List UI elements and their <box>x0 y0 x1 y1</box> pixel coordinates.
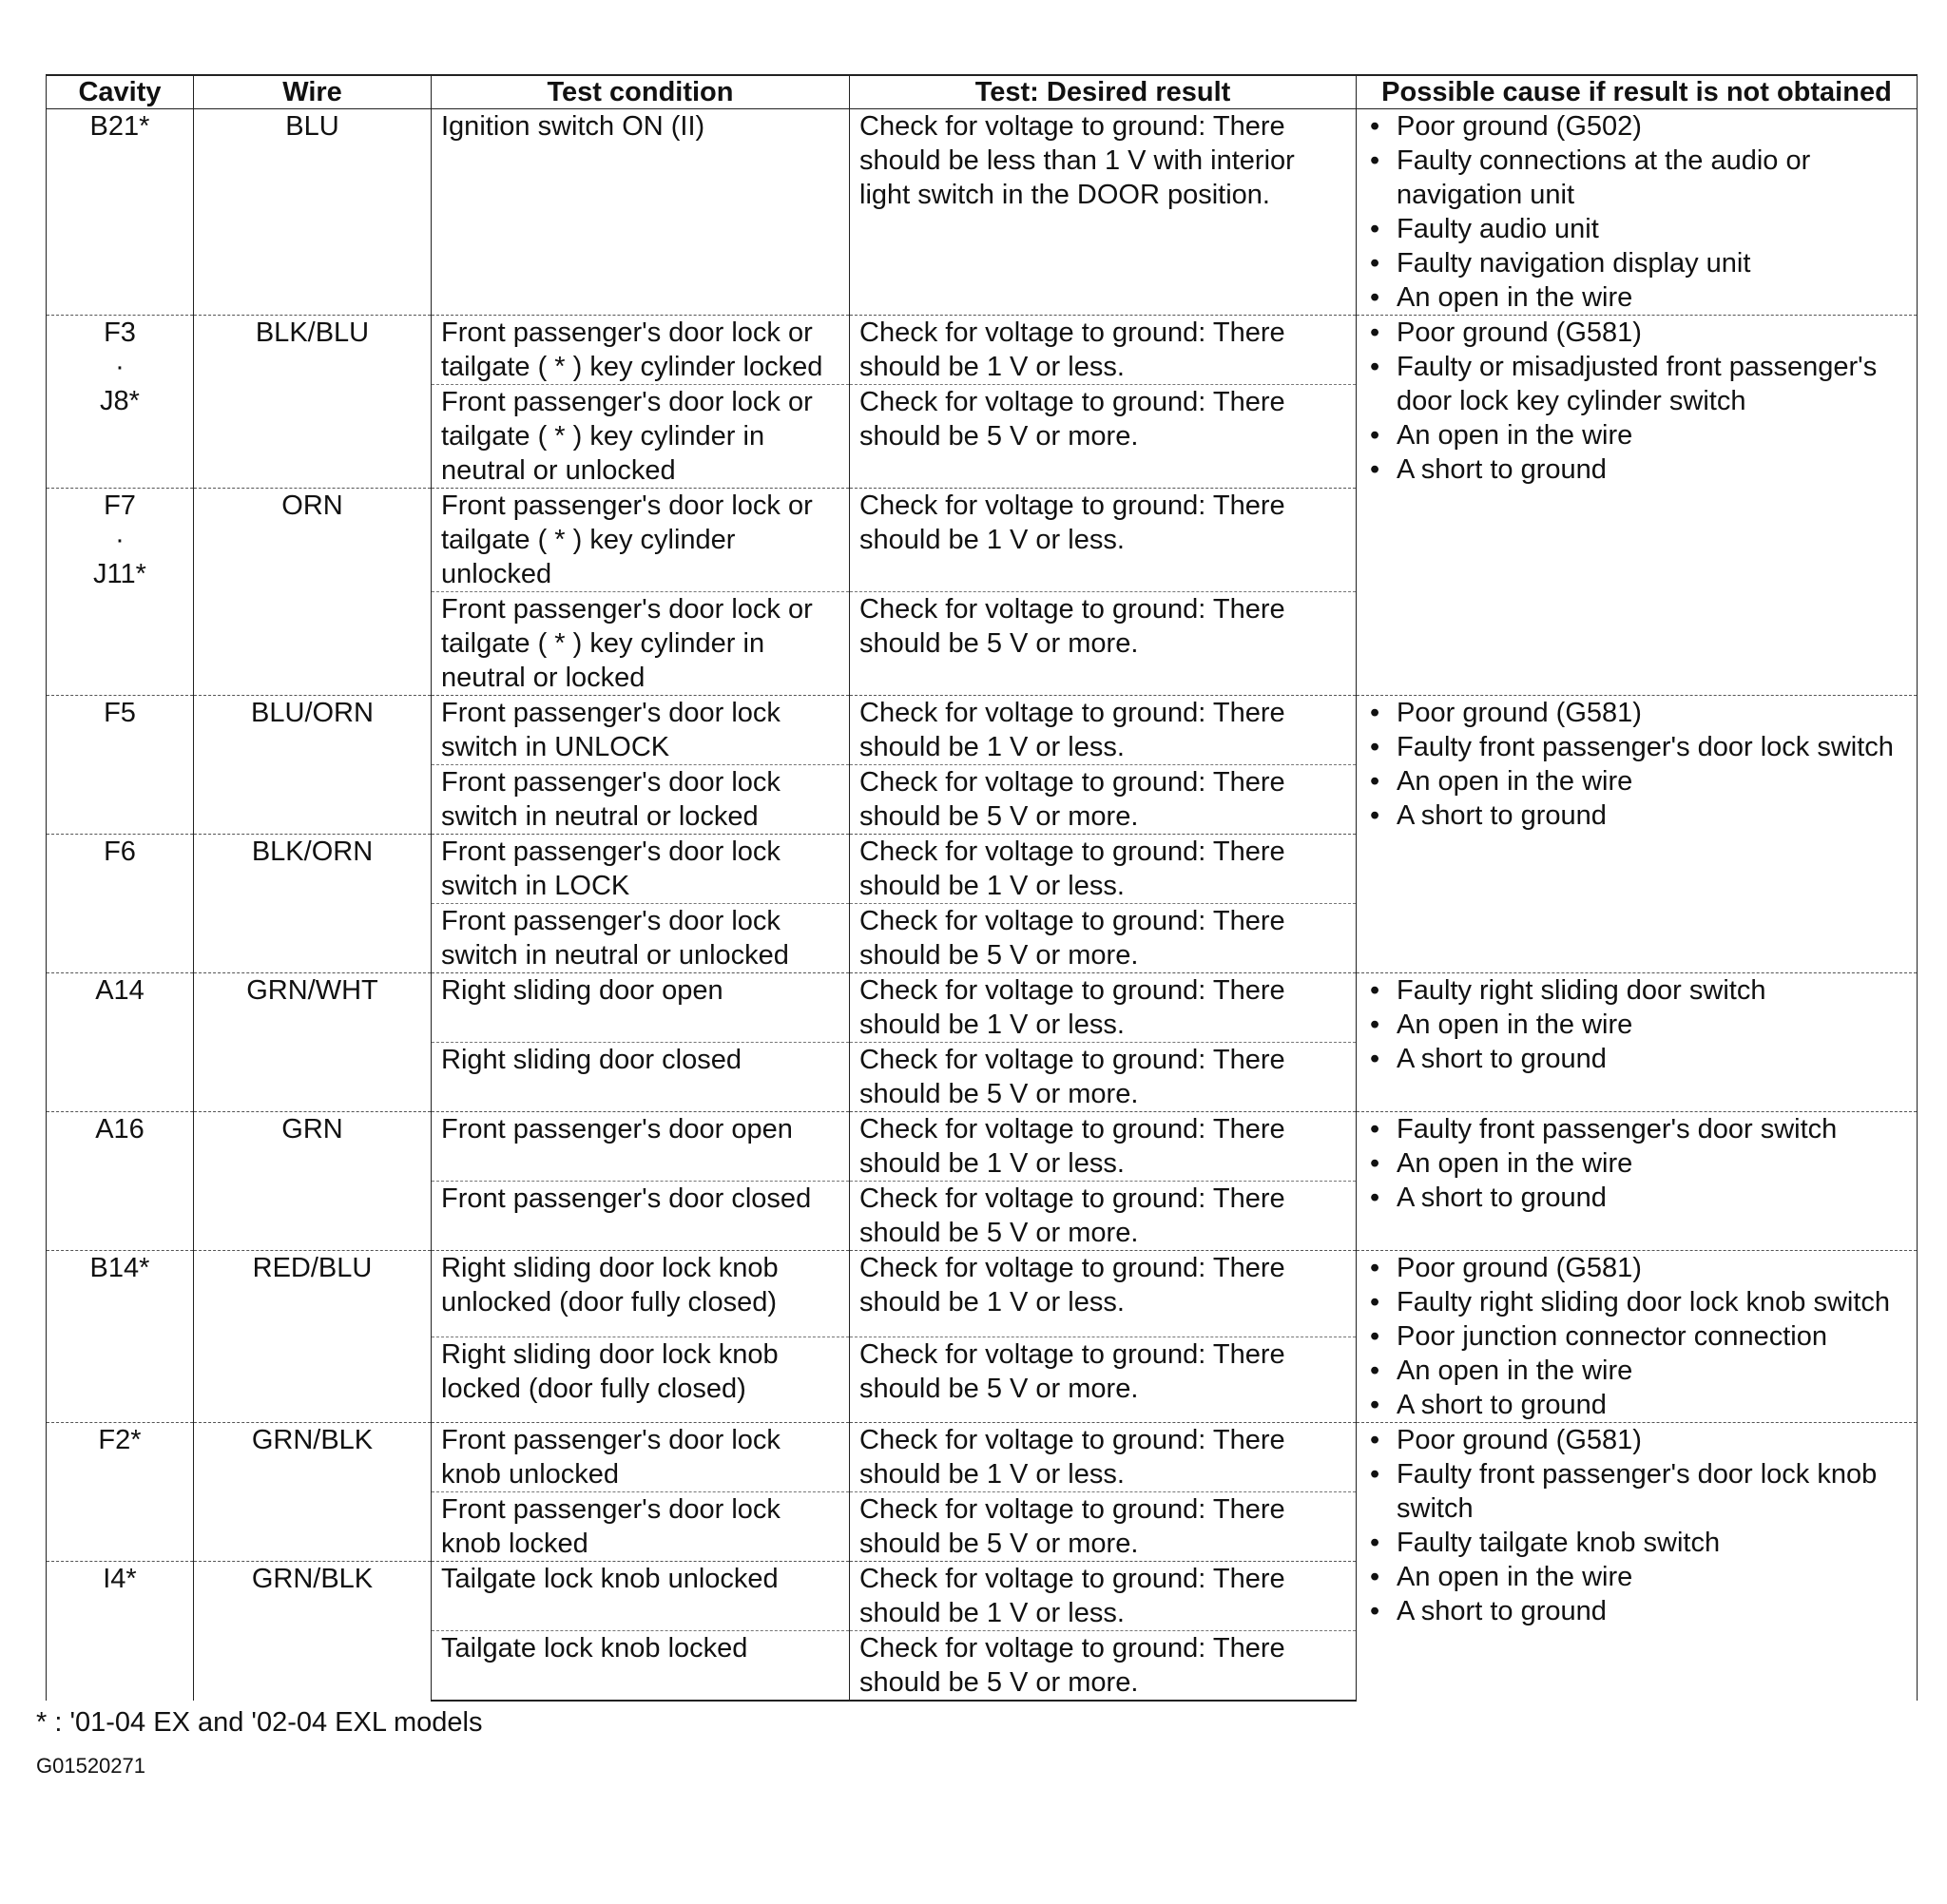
desired-result-cell: Check for voltage to ground: There should be 1 V or less. <box>850 696 1357 765</box>
test-condition-cell: Right sliding door lock knob locked (door fully closed) <box>432 1337 850 1423</box>
footnote: * : '01-04 EX and '02-04 EXL models <box>36 1707 483 1738</box>
wire-color: GRN <box>281 1114 343 1144</box>
cavity-label: F5 <box>104 698 136 728</box>
desired-result-cell: Check for voltage to ground: There should be 5 V or more. <box>850 385 1357 489</box>
test-condition-cell: Front passenger's door lock switch in LOCK <box>432 835 850 904</box>
cavity-label: B21* <box>89 111 150 142</box>
test-condition-cell: Tailgate lock knob locked <box>432 1631 850 1702</box>
cause-item: • Faulty audio unit <box>1366 212 1907 246</box>
cause-item: • Poor ground (G581) <box>1366 1251 1907 1285</box>
cause-item: • An open in the wire <box>1366 1146 1907 1181</box>
cavity-label: · <box>115 352 125 382</box>
test-condition-cell: Front passenger's door lock knob locked <box>432 1492 850 1562</box>
cause-item: • Faulty connections at the audio or navigation unit <box>1366 144 1907 212</box>
test-condition-cell: Front passenger's door lock or tailgate ( * ) key cylinder in neutral or locked <box>432 592 850 696</box>
cause-item: • A short to ground <box>1366 1594 1907 1628</box>
cavity-label: F7 <box>104 490 136 521</box>
cause-item: • An open in the wire <box>1366 1560 1907 1594</box>
cause-item: • Poor ground (G581) <box>1366 316 1907 350</box>
cavity-cell <box>47 1562 194 1702</box>
cause-item: • A short to ground <box>1366 1042 1907 1076</box>
cause-item: • Faulty right sliding door lock knob switch <box>1366 1285 1907 1319</box>
test-condition-cell: Front passenger's door lock knob unlocked <box>432 1423 850 1492</box>
wire-cell <box>194 1251 432 1423</box>
cause-item: • A short to ground <box>1366 452 1907 487</box>
possible-cause-cell <box>1357 109 1918 316</box>
test-condition-cell: Front passenger's door lock or tailgate ( * ) key cylinder in neutral or unlocked <box>432 385 850 489</box>
wire-color: BLK/ORN <box>251 837 374 867</box>
wire-cell <box>194 696 432 835</box>
cause-item: • Faulty or misadjusted front passenger's door lock key cylinder switch <box>1366 350 1907 418</box>
cause-list <box>1366 316 1907 487</box>
cause-item: • Faulty front passenger's door lock knob switch <box>1366 1457 1907 1526</box>
wire-color: RED/BLU <box>252 1253 373 1283</box>
test-condition-cell: Front passenger's door lock switch in neutral or unlocked <box>432 904 850 973</box>
cause-item: • An open in the wire <box>1366 764 1907 798</box>
table-body <box>47 109 1918 1702</box>
cavity-label: · <box>115 525 125 555</box>
cavity-label: I4* <box>103 1564 137 1594</box>
wire-color: GRN/WHT <box>246 975 378 1006</box>
desired-result-cell: Check for voltage to ground: There should be 5 V or more. <box>850 1337 1357 1423</box>
desired-result-cell: Check for voltage to ground: There should be 5 V or more. <box>850 1631 1357 1702</box>
test-condition-cell: Right sliding door closed <box>432 1043 850 1112</box>
possible-cause-cell <box>1357 1423 1918 1702</box>
cavity-label: A16 <box>95 1114 145 1144</box>
cause-item: • Faulty front passenger's door lock switch <box>1366 730 1907 764</box>
wire-cell <box>194 1423 432 1562</box>
cavity-label: J11* <box>93 559 146 589</box>
connector-test-table <box>46 74 1918 1702</box>
cavity-cell <box>47 1251 194 1423</box>
desired-result-cell: Check for voltage to ground: There should be 1 V or less. <box>850 1112 1357 1182</box>
cavity-cell <box>47 316 194 489</box>
cause-list <box>1366 109 1907 315</box>
cause-item: • An open in the wire <box>1366 418 1907 452</box>
desired-result-cell: Check for voltage to ground: There should be 5 V or more. <box>850 592 1357 696</box>
cause-item: • Faulty right sliding door switch <box>1366 973 1907 1008</box>
cavity-cell <box>47 1112 194 1251</box>
desired-result-cell: Check for voltage to ground: There should be 1 V or less. <box>850 489 1357 592</box>
cavity-label: B14* <box>89 1253 150 1283</box>
wire-color: GRN/BLK <box>251 1564 374 1594</box>
cause-list <box>1366 696 1907 833</box>
test-condition-cell: Front passenger's door closed <box>432 1182 850 1251</box>
possible-cause-cell <box>1357 1112 1918 1251</box>
wire-cell <box>194 973 432 1112</box>
wire-cell <box>194 1112 432 1251</box>
cavity-label: A14 <box>95 975 145 1006</box>
desired-result-cell: Check for voltage to ground: There should be 5 V or more. <box>850 765 1357 835</box>
cavity-label: F2* <box>98 1425 142 1455</box>
wire-color: ORN <box>281 490 343 521</box>
cause-list <box>1366 1112 1907 1215</box>
cause-item: • An open in the wire <box>1366 1008 1907 1042</box>
cause-item: • Poor junction connector connection <box>1366 1319 1907 1354</box>
header-cavity: Cavity <box>47 75 194 109</box>
cause-item: • Poor ground (G502) <box>1366 109 1907 144</box>
table-row <box>47 973 1918 1043</box>
desired-result-cell: Check for voltage to ground: There should be 1 V or less. <box>850 1423 1357 1492</box>
test-condition-cell: Right sliding door lock knob unlocked (door fully closed) <box>432 1251 850 1337</box>
document <box>36 74 1917 1779</box>
cavity-cell <box>47 973 194 1112</box>
cavity-cell <box>47 489 194 696</box>
table-row <box>47 316 1918 385</box>
possible-cause-cell <box>1357 1251 1918 1423</box>
cause-item: • A short to ground <box>1366 1388 1907 1422</box>
test-condition-cell: Right sliding door open <box>432 973 850 1043</box>
table-row <box>47 1423 1918 1492</box>
cause-list <box>1366 1251 1907 1422</box>
cause-item: • An open in the wire <box>1366 1354 1907 1388</box>
table-row <box>47 1112 1918 1182</box>
figure-code: G01520271 <box>36 1754 145 1778</box>
test-condition-cell: Front passenger's door lock or tailgate ( * ) key cylinder unlocked <box>432 489 850 592</box>
table-row <box>47 696 1918 765</box>
desired-result-cell: Check for voltage to ground: There should be less than 1 V with interior light switch in the DOOR position. <box>850 109 1357 316</box>
test-condition-cell: Front passenger's door lock switch in neutral or locked <box>432 765 850 835</box>
cause-item: • Poor ground (G581) <box>1366 1423 1907 1457</box>
cause-item: • Faulty front passenger's door switch <box>1366 1112 1907 1146</box>
test-condition-cell: Front passenger's door lock switch in UNLOCK <box>432 696 850 765</box>
wire-color: BLK/BLU <box>255 317 370 348</box>
cavity-label: J8* <box>100 386 140 416</box>
test-condition-cell: Front passenger's door lock or tailgate ( * ) key cylinder locked <box>432 316 850 385</box>
cause-item: • Faulty tailgate knob switch <box>1366 1526 1907 1560</box>
wire-cell <box>194 1562 432 1702</box>
test-condition-cell: Tailgate lock knob unlocked <box>432 1562 850 1631</box>
test-condition-cell: Ignition switch ON (II) <box>432 109 850 316</box>
wire-cell <box>194 109 432 316</box>
test-condition-cell: Front passenger's door open <box>432 1112 850 1182</box>
desired-result-cell: Check for voltage to ground: There should be 1 V or less. <box>850 1562 1357 1631</box>
cavity-label: F3 <box>104 317 136 348</box>
table-row <box>47 1251 1918 1337</box>
cause-item: • A short to ground <box>1366 798 1907 833</box>
table-row <box>47 109 1918 316</box>
header-wire: Wire <box>194 75 432 109</box>
cause-item: • Faulty navigation display unit <box>1366 246 1907 280</box>
header-row <box>47 75 1918 109</box>
wire-color: BLU <box>285 111 339 142</box>
desired-result-cell: Check for voltage to ground: There should be 5 V or more. <box>850 1182 1357 1251</box>
possible-cause-cell <box>1357 316 1918 696</box>
cause-list <box>1366 1423 1907 1628</box>
wire-color: BLU/ORN <box>251 698 374 728</box>
desired-result-cell: Check for voltage to ground: There should be 1 V or less. <box>850 973 1357 1043</box>
desired-result-cell: Check for voltage to ground: There should be 5 V or more. <box>850 1492 1357 1562</box>
possible-cause-cell <box>1357 696 1918 973</box>
cavity-cell <box>47 1423 194 1562</box>
wire-color: GRN/BLK <box>251 1425 374 1455</box>
cavity-cell <box>47 696 194 835</box>
wire-cell <box>194 316 432 489</box>
cavity-label: F6 <box>104 837 136 867</box>
desired-result-cell: Check for voltage to ground: There should be 5 V or more. <box>850 1043 1357 1112</box>
header-test-condition: Test condition <box>432 75 850 109</box>
cause-item: • Poor ground (G581) <box>1366 696 1907 730</box>
cavity-cell <box>47 835 194 973</box>
cause-list <box>1366 973 1907 1076</box>
cavity-cell <box>47 109 194 316</box>
header-desired-result: Test: Desired result <box>850 75 1357 109</box>
possible-cause-cell <box>1357 973 1918 1112</box>
desired-result-cell: Check for voltage to ground: There should be 5 V or more. <box>850 904 1357 973</box>
desired-result-cell: Check for voltage to ground: There should be 1 V or less. <box>850 835 1357 904</box>
cause-item: • A short to ground <box>1366 1181 1907 1215</box>
desired-result-cell: Check for voltage to ground: There should be 1 V or less. <box>850 1251 1357 1337</box>
header-possible-cause: Possible cause if result is not obtained <box>1357 75 1918 109</box>
wire-cell <box>194 835 432 973</box>
wire-cell <box>194 489 432 696</box>
cause-item: • An open in the wire <box>1366 280 1907 315</box>
desired-result-cell: Check for voltage to ground: There should be 1 V or less. <box>850 316 1357 385</box>
